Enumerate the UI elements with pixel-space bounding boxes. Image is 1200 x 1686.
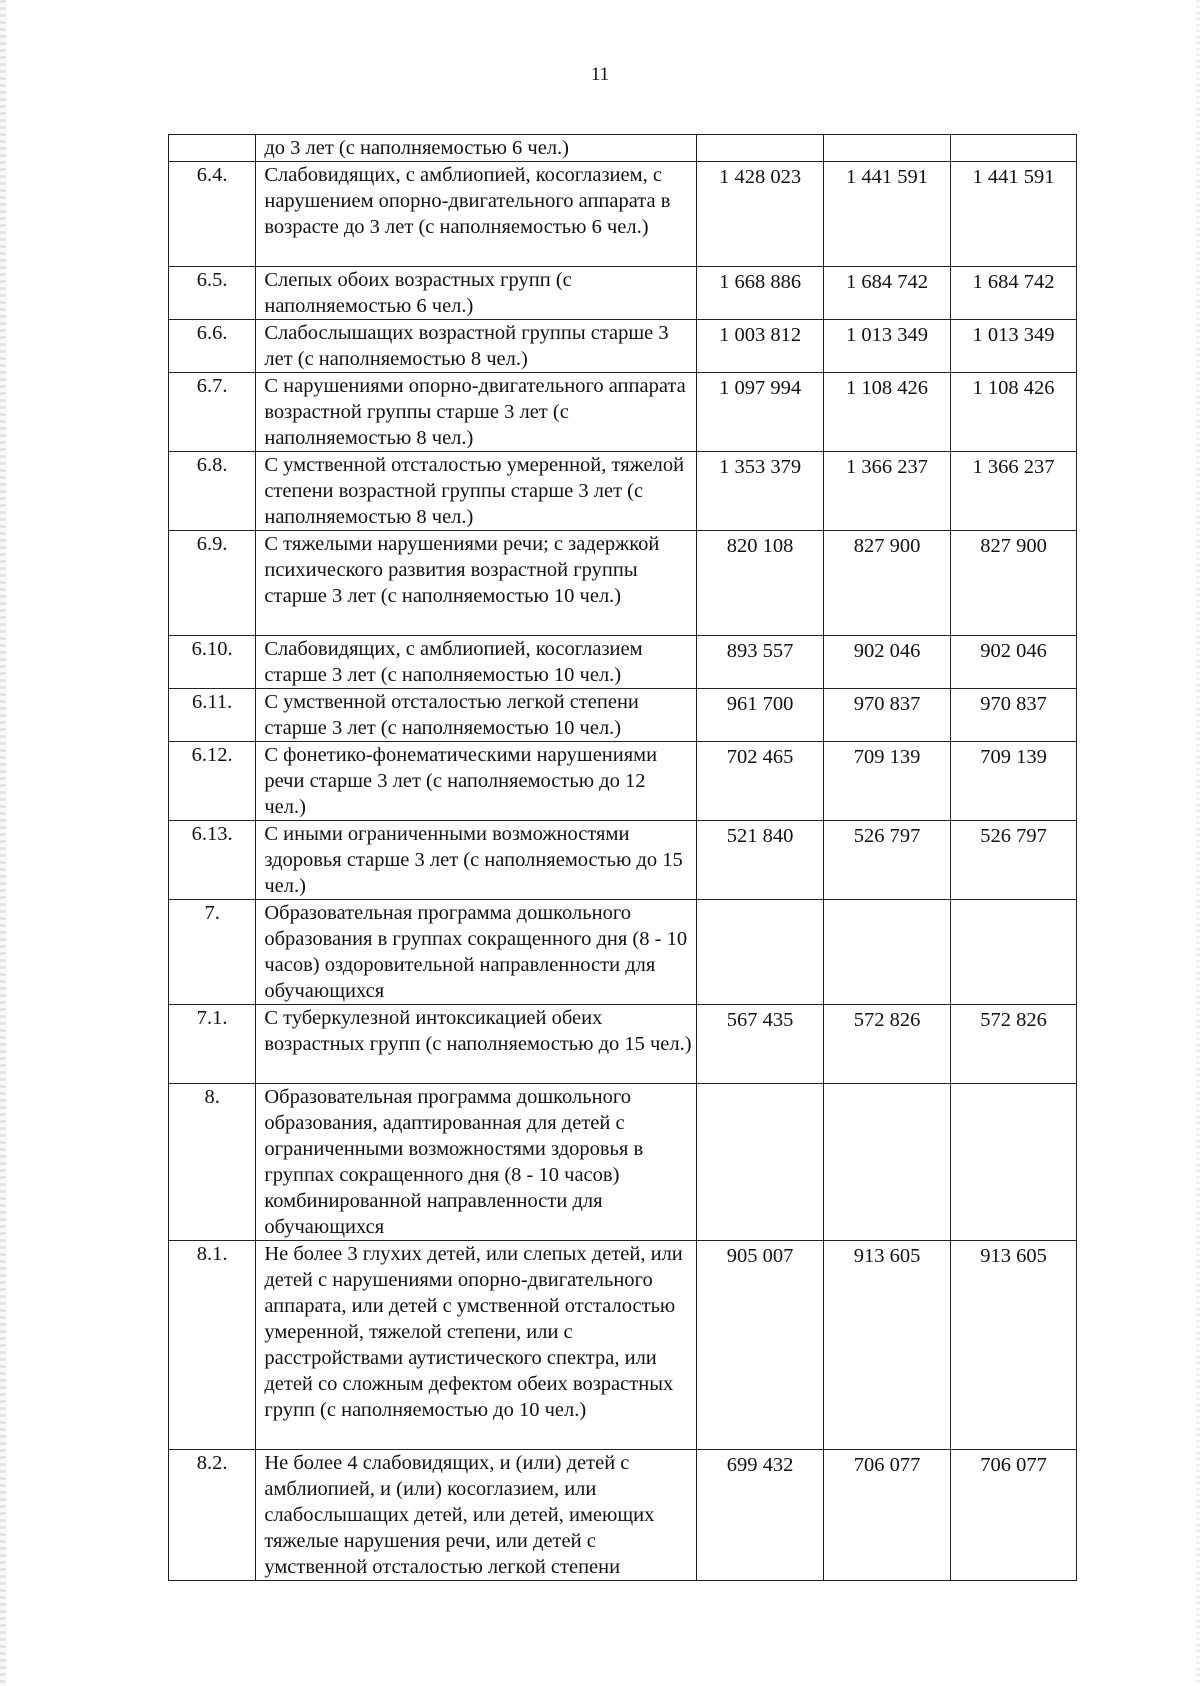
row-description: С тяжелыми нарушениями речи; с задержкой психического развития возрастной группы старше 3 лет (с наполняемостью 10 чел.) — [256, 531, 697, 636]
row-number: 6.11. — [169, 689, 256, 742]
row-value-3: 1 684 742 — [951, 267, 1077, 320]
page-number: 11 — [590, 64, 610, 85]
row-description: Слепых обоих возрастных групп (с наполняемостью 6 чел.) — [256, 267, 697, 320]
row-value-3: 1 013 349 — [951, 320, 1077, 373]
row-value-3: 1 108 426 — [951, 373, 1077, 452]
row-value-3 — [951, 900, 1077, 1005]
row-value-1: 699 432 — [697, 1450, 824, 1581]
row-description: Слабовидящих, с амблиопией, косоглазием старше 3 лет (с наполняемостью 10 чел.) — [256, 636, 697, 689]
row-description: Слабослышащих возрастной группы старше 3 лет (с наполняемостью 8 чел.) — [256, 320, 697, 373]
row-description: С нарушениями опорно-двигательного аппарата возрастной группы старше 3 лет (с наполняемостью 8 чел.) — [256, 373, 697, 452]
table-row — [169, 1005, 1077, 1084]
table-row — [169, 531, 1077, 636]
row-value-2: 1 366 237 — [824, 452, 951, 531]
row-value-2: 709 139 — [824, 742, 951, 821]
row-description: до 3 лет (с наполняемостью 6 чел.) — [256, 135, 697, 162]
row-value-1: 820 108 — [697, 531, 824, 636]
row-description: Образовательная программа дошкольного образования в группах сокращенного дня (8 - 10 часов) оздоровительной направленности для обучающихся — [256, 900, 697, 1005]
row-value-1: 893 557 — [697, 636, 824, 689]
row-description: С туберкулезной интоксикацией обеих возрастных групп (с наполняемостью до 15 чел.) — [256, 1005, 697, 1084]
row-value-1: 1 003 812 — [697, 320, 824, 373]
row-value-1: 702 465 — [697, 742, 824, 821]
row-value-2: 1 441 591 — [824, 162, 951, 267]
table-row — [169, 742, 1077, 821]
row-value-3: 709 139 — [951, 742, 1077, 821]
row-description: Не более 4 слабовидящих, и (или) детей с амблиопией, и (или) косоглазием, или слабослышащих детей, или детей, имеющих тяжелые нарушения речи, или детей с умственной отсталостью легкой степени — [256, 1450, 697, 1581]
row-value-1 — [697, 135, 824, 162]
row-number: 7. — [169, 900, 256, 1005]
row-value-2: 902 046 — [824, 636, 951, 689]
table-row — [169, 821, 1077, 900]
table-row — [169, 1241, 1077, 1450]
table-row — [169, 452, 1077, 531]
row-description: С фонетико-фонематическими нарушениями речи старше 3 лет (с наполняемостью до 12 чел.) — [256, 742, 697, 821]
row-number: 8.2. — [169, 1450, 256, 1581]
row-value-1: 567 435 — [697, 1005, 824, 1084]
row-value-2: 706 077 — [824, 1450, 951, 1581]
row-number: 6.4. — [169, 162, 256, 267]
row-value-1: 1 428 023 — [697, 162, 824, 267]
table-row — [169, 135, 1077, 162]
row-value-1: 1 668 886 — [697, 267, 824, 320]
row-number: 7.1. — [169, 1005, 256, 1084]
row-value-2: 572 826 — [824, 1005, 951, 1084]
table-row — [169, 1450, 1077, 1581]
row-number: 8. — [169, 1084, 256, 1241]
scan-edge-left — [0, 0, 6, 1686]
table-row — [169, 900, 1077, 1005]
row-value-1: 1 097 994 — [697, 373, 824, 452]
row-value-2: 1 013 349 — [824, 320, 951, 373]
row-description: С умственной отсталостью умеренной, тяжелой степени возрастной группы старше 3 лет (с наполняемостью 8 чел.) — [256, 452, 697, 531]
row-value-2 — [824, 1084, 951, 1241]
row-number: 6.10. — [169, 636, 256, 689]
row-number: 6.5. — [169, 267, 256, 320]
row-description: С иными ограниченными возможностями здоровья старше 3 лет (с наполняемостью до 15 чел.) — [256, 821, 697, 900]
table-row — [169, 320, 1077, 373]
table-row — [169, 1084, 1077, 1241]
row-value-3 — [951, 135, 1077, 162]
row-value-3 — [951, 1084, 1077, 1241]
row-value-3: 572 826 — [951, 1005, 1077, 1084]
table-row — [169, 689, 1077, 742]
row-number: 8.1. — [169, 1241, 256, 1450]
row-description: Слабовидящих, с амблиопией, косоглазием, с нарушением опорно-двигательного аппарата в возрасте до 3 лет (с наполняемостью 6 чел.) — [256, 162, 697, 267]
row-value-3: 913 605 — [951, 1241, 1077, 1450]
row-value-1: 521 840 — [697, 821, 824, 900]
scan-edge-right — [1196, 0, 1200, 1686]
row-number — [169, 135, 256, 162]
table-row — [169, 267, 1077, 320]
row-value-3: 970 837 — [951, 689, 1077, 742]
row-value-1 — [697, 1084, 824, 1241]
row-value-1: 905 007 — [697, 1241, 824, 1450]
row-value-1: 1 353 379 — [697, 452, 824, 531]
table-row — [169, 162, 1077, 267]
table-row — [169, 373, 1077, 452]
row-value-1: 961 700 — [697, 689, 824, 742]
row-value-2: 827 900 — [824, 531, 951, 636]
row-description: Не более 3 глухих детей, или слепых детей, или детей с нарушениями опорно-двигательного аппарата, или детей с умственной отсталостью умеренной, тяжелой степени, или с расстройствами аутистического спектра, или детей со сложным дефектом обеих возрастных групп (с наполняемостью до 10 чел.) — [256, 1241, 697, 1450]
row-value-3: 902 046 — [951, 636, 1077, 689]
cost-table — [168, 134, 1077, 1581]
row-number: 6.8. — [169, 452, 256, 531]
row-value-1 — [697, 900, 824, 1005]
row-number: 6.13. — [169, 821, 256, 900]
row-value-3: 827 900 — [951, 531, 1077, 636]
row-value-2 — [824, 900, 951, 1005]
row-value-3: 1 441 591 — [951, 162, 1077, 267]
row-description: Образовательная программа дошкольного образования, адаптированная для детей с ограниченными возможностями здоровья в группах сокращенного дня (8 - 10 часов) комбинированной направленности для обучающихся — [256, 1084, 697, 1241]
row-value-2: 526 797 — [824, 821, 951, 900]
row-description: С умственной отсталостью легкой степени старше 3 лет (с наполняемостью 10 чел.) — [256, 689, 697, 742]
row-value-3: 1 366 237 — [951, 452, 1077, 531]
row-value-3: 706 077 — [951, 1450, 1077, 1581]
row-value-3: 526 797 — [951, 821, 1077, 900]
row-number: 6.7. — [169, 373, 256, 452]
row-value-2: 1 108 426 — [824, 373, 951, 452]
row-number: 6.12. — [169, 742, 256, 821]
row-value-2: 1 684 742 — [824, 267, 951, 320]
row-value-2: 913 605 — [824, 1241, 951, 1450]
table-row — [169, 636, 1077, 689]
row-value-2 — [824, 135, 951, 162]
row-number: 6.9. — [169, 531, 256, 636]
row-value-2: 970 837 — [824, 689, 951, 742]
row-number: 6.6. — [169, 320, 256, 373]
